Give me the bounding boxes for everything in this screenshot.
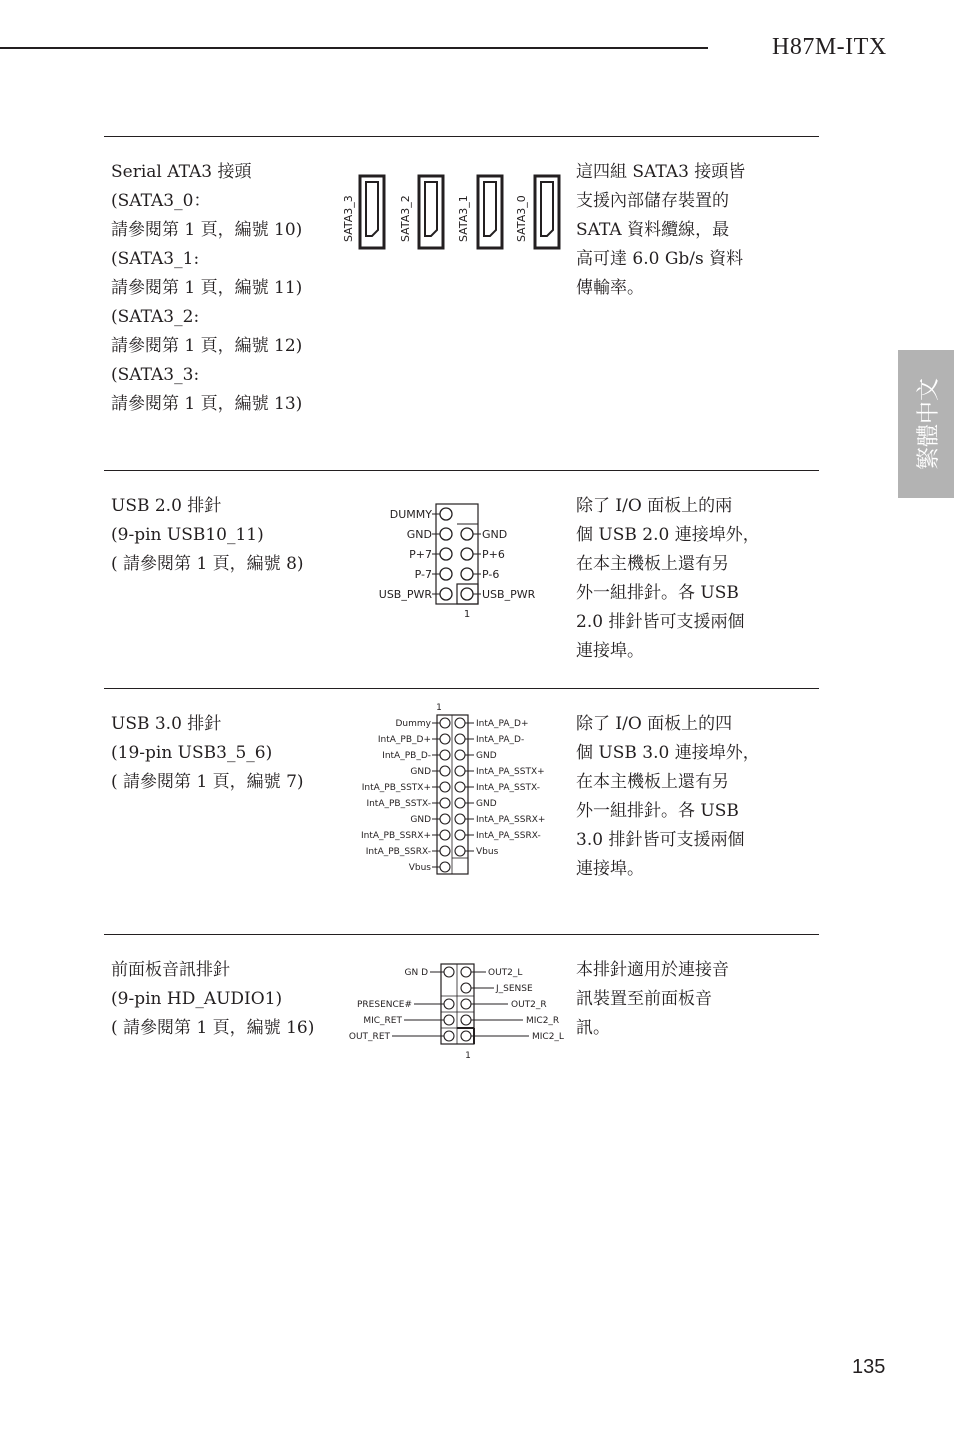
usb2-pin [379, 588, 452, 601]
sata-connector [457, 176, 502, 248]
sata-connector-label: SATA3_2 [399, 195, 412, 242]
section-divider [104, 934, 819, 935]
usb2-pin [409, 548, 452, 561]
sata-connector-label: SATA3_1 [457, 195, 470, 242]
sata-description: Serial ATA3 接頭 (SATA3_0： 請參閱第 1 頁，編號 10) (SATA3_1: 請參閱第 1 頁，編號 11) (SATA3_2: 請參閱第 1 頁，編號 12) (SATA3_3: 請參閱第 1 頁，編號 13) [111, 162, 303, 414]
usb2-description: USB 2.0 排針 (9-pin USB10_11) ( 請參閱第 1 頁，編號 8) [111, 496, 304, 574]
usb3-pin-label: IntA_PA_SSRX- [476, 831, 541, 841]
audio-pin-label: OUT2_L [488, 968, 523, 978]
audio-pin-label: OUT2_R [511, 1000, 547, 1010]
model-title: H87M-ITX [772, 34, 887, 60]
usb3-pin-label: IntA_PA_SSTX+ [476, 767, 545, 777]
usb2-pin [461, 548, 505, 561]
language-tab [898, 350, 954, 498]
usb3-pin [409, 862, 450, 873]
section-divider [104, 688, 819, 689]
usb2-pin [415, 568, 452, 581]
audio-explanation: 本排針適用於連接音 訊裝置至前面板音 訊。 [576, 960, 729, 1038]
sata-connector [342, 176, 384, 248]
audio-pin [461, 1031, 564, 1042]
usb3-pin-label: Dummy [395, 719, 431, 729]
audio-pin [349, 1031, 454, 1042]
usb3-pin [378, 734, 450, 745]
audio-pin [461, 967, 522, 978]
usb3-pin-label: IntA_PB_D- [382, 751, 431, 761]
usb3-pin-label: IntA_PA_SSTX- [476, 783, 540, 793]
usb2-pin [407, 528, 452, 541]
sata-connector-label: SATA3_3 [342, 195, 355, 242]
audio-pin-label: PRESENCE# [356, 1000, 412, 1010]
pin1-marker: 1 [436, 703, 442, 713]
usb2-pin-label: DUMMY [389, 508, 432, 521]
usb3-pin [455, 798, 497, 809]
audio-pin-label: GN D [404, 968, 428, 978]
header-rule [0, 47, 708, 49]
usb3-pin-label: Vbus [476, 847, 499, 857]
usb2-pin [461, 528, 507, 541]
audio-pin-label: MIC2_R [526, 1016, 560, 1026]
usb2-pin-label: USB_PWR [378, 588, 432, 601]
sata-connector [515, 176, 559, 248]
usb2-pin [390, 508, 452, 521]
usb2-header-diagram [360, 500, 560, 628]
usb3-pin-label: GND [410, 815, 431, 825]
usb3-pin [455, 734, 524, 745]
audio-pin-label: OUT_RET [348, 1032, 390, 1042]
usb3-pin-label: Vbus [408, 863, 431, 873]
usb3-pin-label: GND [476, 751, 497, 761]
usb2-pin-label: GND [482, 528, 508, 541]
usb2-pin-label: P-7 [414, 568, 432, 581]
usb3-pin-label: IntA_PB_SSTX- [366, 799, 431, 809]
usb2-pin-label: P-6 [482, 568, 500, 581]
usb3-header-diagram [350, 698, 560, 882]
sata-connector-diagram [336, 170, 566, 258]
sata-connector-label: SATA3_0 [515, 195, 528, 242]
audio-pin [357, 999, 454, 1010]
usb2-pin-label: USB_PWR [482, 588, 536, 601]
usb2-explanation: 除了 I/O 面板上的兩 個 USB 2.0 連接埠外， 在本主機板上還有另 外一組排針。各 USB 2.0 排針皆可支援兩個 連接埠。 [576, 496, 760, 661]
usb3-pin-label: IntA_PA_D+ [476, 719, 529, 729]
audio-pin [461, 983, 533, 994]
usb3-pin-label: IntA_PA_D- [476, 735, 525, 745]
usb3-pin [455, 750, 497, 761]
usb3-pin-label: IntA_PA_SSRX+ [476, 815, 546, 825]
usb3-description: USB 3.0 排針 (19-pin USB3_5_6) ( 請參閱第 1 頁，編號 7) [111, 714, 304, 792]
usb3-pin-label: IntA_PB_SSRX+ [360, 831, 431, 841]
audio-header-diagram [340, 958, 575, 1068]
audio-pin-label: MIC_RET [363, 1016, 402, 1026]
pin1-marker: 1 [463, 609, 471, 620]
page-number: 135 [852, 1356, 886, 1378]
usb3-pin [455, 846, 499, 857]
usb3-pin [455, 718, 529, 729]
section-divider [104, 136, 819, 137]
section-divider [104, 470, 819, 471]
usb3-pin [382, 750, 450, 761]
usb2-pin-label: P+7 [409, 548, 432, 561]
usb2-pin-label: P+6 [482, 548, 505, 561]
usb2-pin [461, 588, 536, 601]
usb3-pin-label: GND [410, 767, 431, 777]
usb3-pin-label: GND [476, 799, 497, 809]
usb3-pin-label: IntA_PB_D+ [377, 735, 431, 745]
audio-pin-label: MIC2_L [532, 1032, 564, 1042]
sata-connector [399, 176, 443, 248]
usb3-pin-label: IntA_PB_SSTX+ [361, 783, 431, 793]
usb3-explanation: 除了 I/O 面板上的四 個 USB 3.0 連接埠外， 在本主機板上還有另 外一組排針。各 USB 3.0 排針皆可支援兩個 連接埠。 [576, 714, 760, 879]
audio-description: 前面板音訊排針 (9-pin HD_AUDIO1) ( 請參閱第 1 頁，編號 16) [111, 960, 315, 1038]
language-tab-label: 繁體中文 [915, 378, 942, 470]
sata-explanation: 這四組 SATA3 接頭皆 支援內部儲存裝置的 SATA 資料纜線，最 高可達 6.0 Gb/s 資料 傳輸率。 [576, 162, 746, 298]
usb2-pin-label: GND [406, 528, 432, 541]
usb3-pin [396, 718, 451, 729]
audio-pin [461, 1015, 559, 1026]
usb3-pin [410, 766, 450, 777]
pin1-marker: 1 [465, 1051, 471, 1061]
audio-pin [405, 967, 455, 978]
usb3-pin-label: IntA_PB_SSRX- [365, 847, 431, 857]
audio-pin-label: J_SENSE [496, 984, 533, 994]
usb2-pin [461, 568, 499, 581]
usb3-pin [410, 814, 450, 825]
